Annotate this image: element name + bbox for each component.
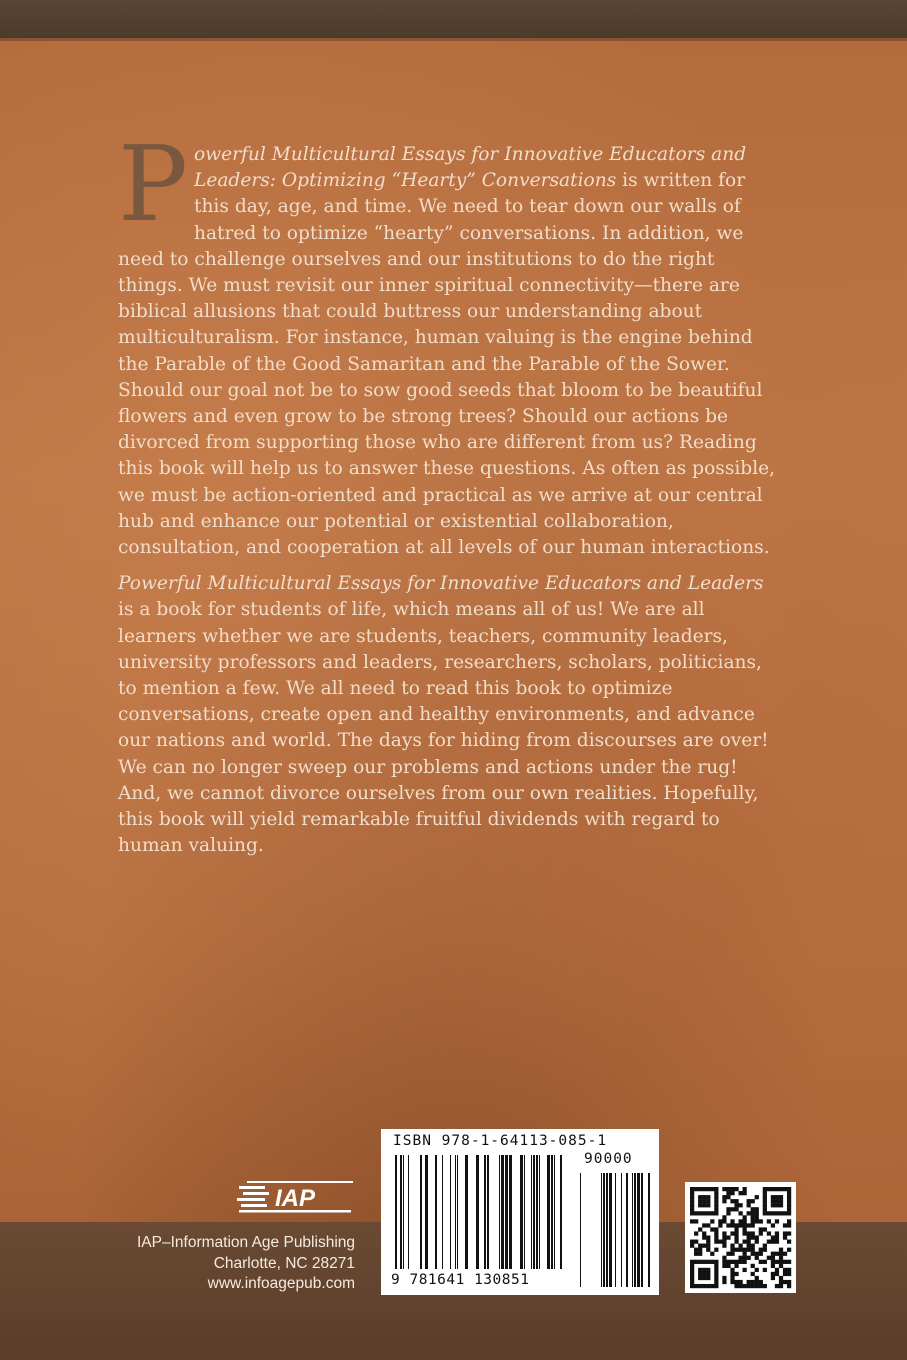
qr-code-box [685, 1182, 796, 1293]
iap-logo-text: IAP [275, 1185, 316, 1212]
barcode-bars-icon [381, 1129, 659, 1295]
back-cover-blurb [118, 123, 784, 869]
blurb-text: is a book for students of life, which means all of us! We are all learners whether we are students, teachers, community leaders, university professors and leaders, researchers, scholars, politicians, to mention a few. We all need to read this book to optimize conversations, create open and healthy environments, and advance our nations and world. The days for hiding from discourses are over! We can no longer sweep our problems and actions under the rug! And, we cannot divorce ourselves from our own realities. Hopefully, this book will yield remarkable fruitful dividends with regard to human valuing. [118, 599, 769, 857]
book-title-italic: owerful Multicultural Essays for Innovative Educators and Leaders: Optimizing “Hearty” Conversations [193, 144, 747, 192]
barcode-digits: 9 781641 130851 [391, 1272, 530, 1288]
top-band [0, 0, 907, 38]
blurb-text: is written for this day, age, and time. We need to tear down our walls of hatred to optimize “hearty” conversations. In addition, we need to challenge ourselves and our institutions to do the right things. We must revisit our inner spiritual connectivity—there are biblical allusions that could buttress our understanding about multiculturalism. For instance, human valuing is the engine behind the Parable of the Good Samaritan and the Parable of the Sower. Should our goal not be to sow good seeds that bloom to be beautiful flowers and even grow to be strong trees? Should our actions be divorced from supporting those who are different from us? Reading this book will help us to answer these questions. As often as possible, we must be action-oriented and practical as we arrive at our central hub and enhance our potential or existential collaboration, consultation, and cooperation at all levels of our human interactions. [118, 170, 776, 559]
publisher-website: www.infoagepub.com [207, 1275, 355, 1292]
qr-code-icon [685, 1182, 796, 1293]
price-code: 90000 [584, 1151, 633, 1167]
publisher-name: IAP–Information Age Publishing [137, 1234, 355, 1251]
drop-cap: P [118, 123, 188, 245]
blurb-paragraph-2 [118, 571, 784, 859]
book-title-italic: Powerful Multicultural Essays for Innovative Educators and Leaders [118, 573, 764, 595]
publisher-info [137, 1233, 355, 1295]
iap-logo [237, 1180, 355, 1214]
barcode-box [381, 1129, 659, 1295]
blurb-paragraph-1 [118, 123, 784, 561]
top-band-edge [0, 38, 907, 41]
publisher-city: Charlotte, NC 28271 [213, 1254, 355, 1272]
isbn-text: ISBN 978-1-64113-085-1 [393, 1133, 608, 1149]
